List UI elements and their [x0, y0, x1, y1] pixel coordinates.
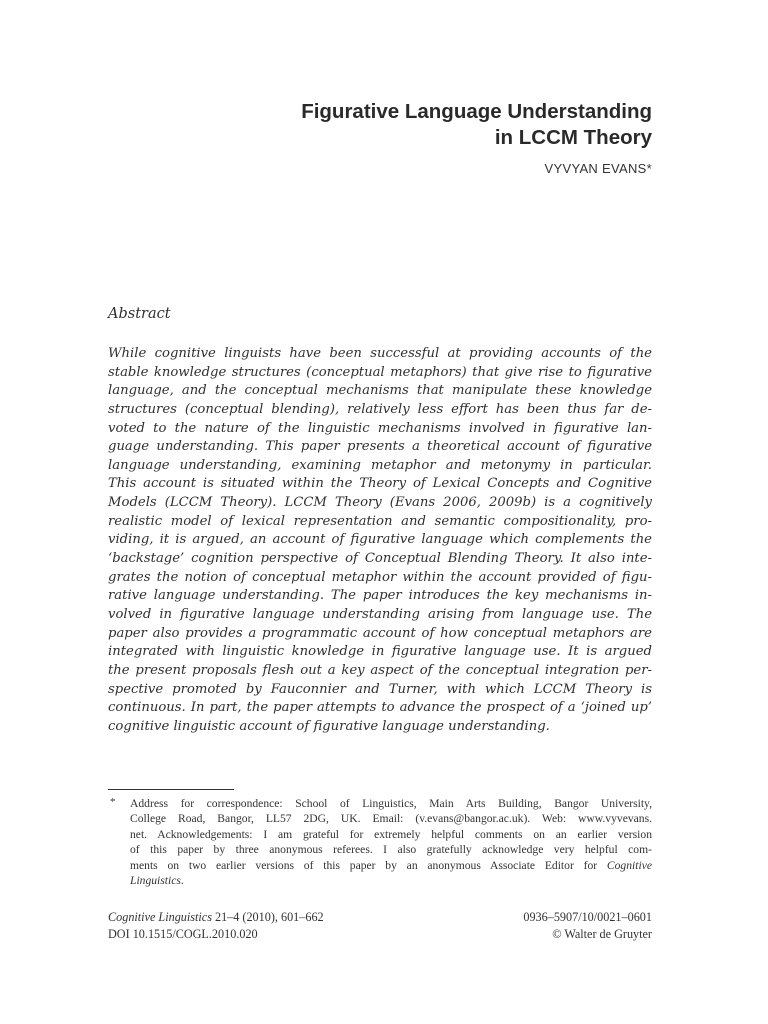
footnote-mark: *: [110, 796, 116, 808]
footnote-line: Address for correspondence: School of Linguistics, Main Arts Building, Bangor University,: [130, 797, 652, 810]
title-line-1: Figurative Language Understanding: [301, 100, 652, 123]
abstract-line: This account is situated within the Theory of Lexical Concepts and Cognitive: [108, 476, 652, 492]
abstract-line: stable knowledge structures (conceptual metaphors) that give rise to figurative: [108, 364, 652, 380]
abstract-line: voted to the nature of the linguistic mechanisms involved in figurative lan-: [108, 420, 652, 436]
journal-volume-pages: 21–4 (2010), 601–662: [211, 910, 324, 924]
journal-issn: 0936–5907/10/0021–0601: [523, 910, 652, 924]
abstract-line: continuous. In part, the paper attempts to advance the prospect of a ‘joined up’: [108, 700, 652, 716]
abstract-line: While cognitive linguists have been successful at providing accounts of the: [108, 346, 652, 361]
footnote-line: net. Acknowledgements: I am grateful for extremely helpful comments on an earlier version: [130, 827, 652, 841]
abstract-body: [108, 345, 652, 736]
footnote-line-text: ments on two earlier versions of this paper by an anonymous Associate Editor for: [130, 858, 598, 872]
journal-footer: [108, 909, 652, 943]
footnote-divider: [108, 789, 234, 790]
footnote-journal-italic-2: Linguistics: [130, 873, 181, 887]
footnote-line: of this paper by three anonymous referees. I also gratefully acknowledge very helpful com-: [130, 843, 652, 857]
footnote-journal-italic: Cognitive: [606, 858, 652, 872]
journal-doi: DOI 10.1515/COGL.2010.020: [108, 927, 258, 941]
abstract-line: realistic model of lexical representation and semantic compositionality, pro-: [108, 513, 652, 529]
abstract-line: Models (LCCM Theory). LCCM Theory (Evans 2006, 2009b) is a cognitively: [108, 495, 652, 511]
abstract-line: paper also provides a programmatic account of how conceptual metaphors are: [108, 625, 652, 641]
abstract-line: rative language understanding. The paper introduces the key mechanisms in-: [108, 588, 652, 604]
journal-citation: [108, 909, 324, 926]
abstract-line: language, and the conceptual mechanisms that manipulate these knowledge: [108, 383, 652, 399]
author-name: VYVYAN EVANS*: [544, 161, 652, 176]
abstract-line: integrated with linguistic knowledge in figurative language use. It is argued: [108, 644, 652, 660]
abstract-line: structures (conceptual blending), relatively less effort has been thus far de-: [108, 401, 652, 417]
abstract-line: the present proposals flesh out a key aspect of the conceptual integration per-: [108, 662, 652, 678]
footnote-line: [130, 858, 652, 873]
abstract-line: grates the notion of conceptual metaphor within the account provided of figu-: [108, 569, 652, 585]
abstract-heading: Abstract: [108, 306, 171, 322]
journal-name: Cognitive Linguistics: [108, 910, 212, 924]
journal-copyright: © Walter de Gruyter: [552, 927, 652, 941]
abstract-line: guage understanding. This paper presents a theoretical account of figurative: [108, 439, 652, 455]
footnote-line: College Road, Bangor, LL57 2DG, UK. Email: (v.evans@bangor.ac.uk). Web: www.vyvevans.: [130, 812, 652, 826]
abstract-line: spective promoted by Fauconnier and Turner, with which LCCM Theory is: [108, 681, 652, 697]
footnote-line: [130, 873, 652, 888]
abstract-line: cognitive linguistic account of figurative language understanding.: [108, 718, 550, 734]
abstract-line: language understanding, examining metaphor and metonymy in particular.: [108, 457, 652, 473]
abstract-line: viding, it is argued, an account of figurative language which complements the: [108, 532, 652, 548]
footnote-period: .: [180, 873, 184, 887]
abstract-line: volved in figurative language understanding arising from language use. The: [108, 606, 652, 622]
title-line-2: in LCCM Theory: [494, 126, 652, 149]
article-title: [108, 99, 652, 151]
abstract-line: ‘backstage’ cognition perspective of Conceptual Blending Theory. It also inte-: [108, 551, 652, 567]
footnote-text: [130, 796, 652, 888]
